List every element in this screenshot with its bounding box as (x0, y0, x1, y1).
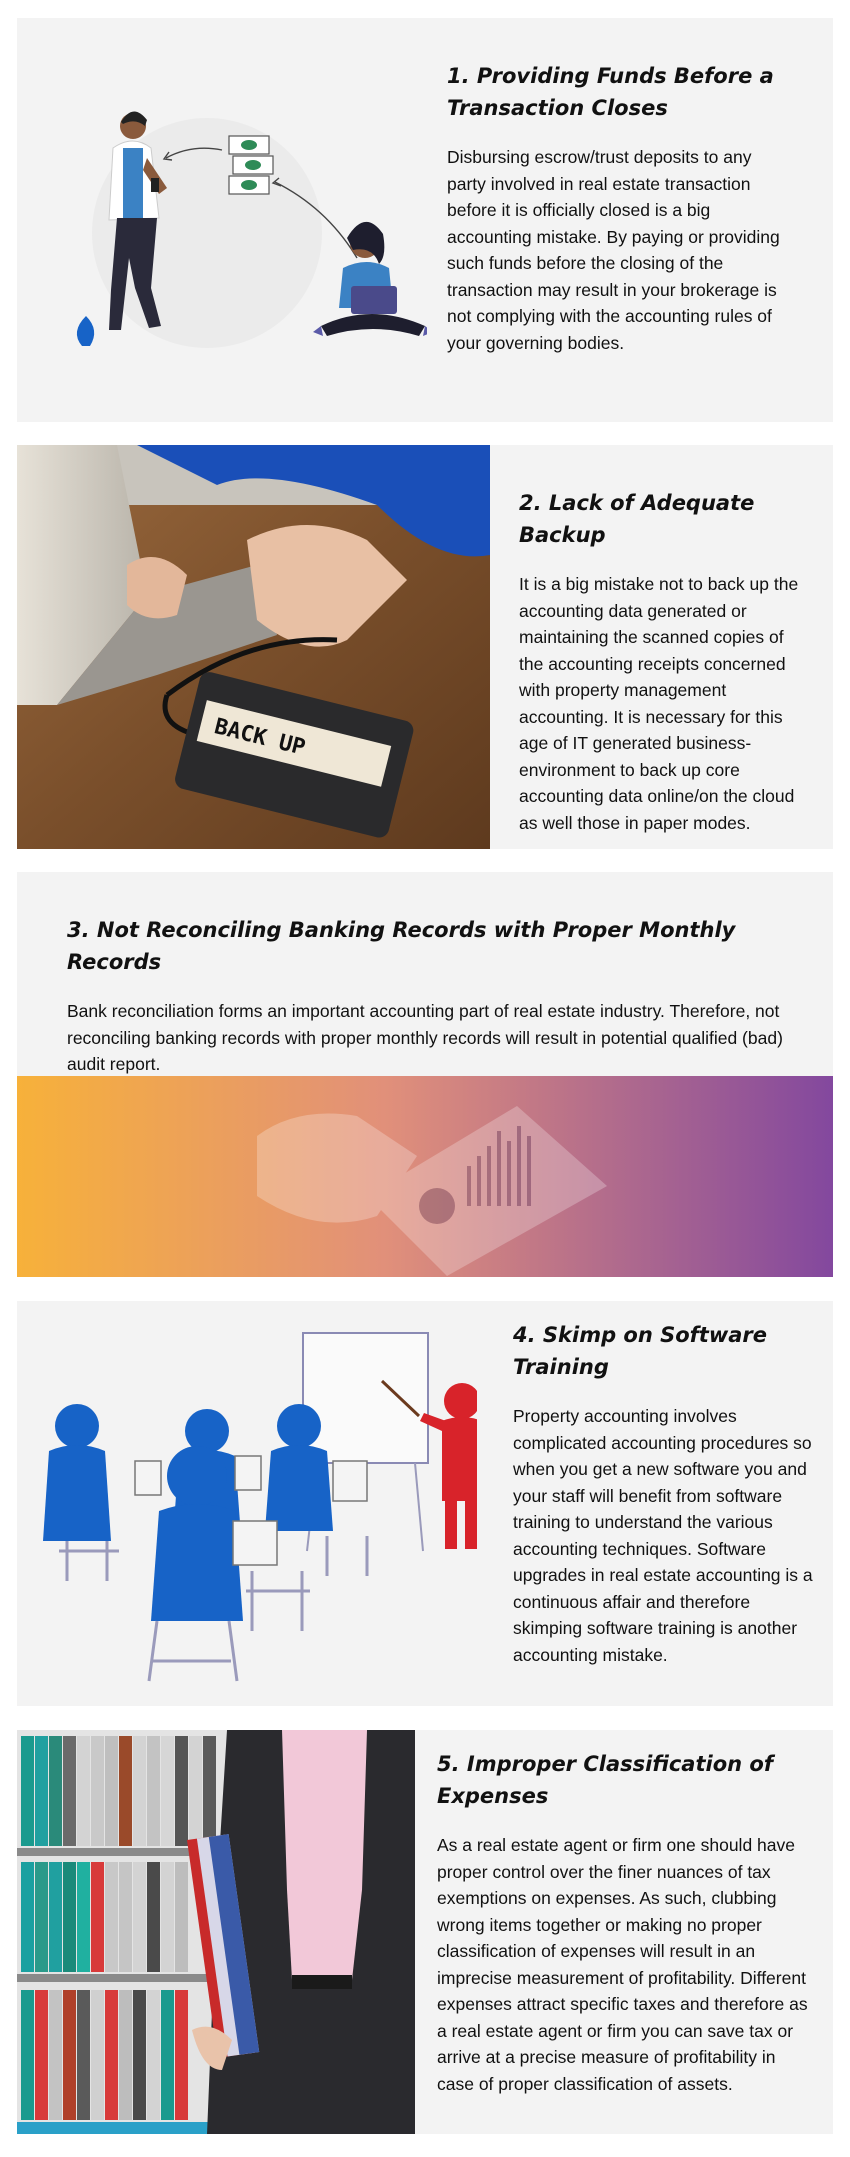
section-4-body: Property accounting involves complicated accounting procedures so when you get a new software you and your staff will benefit from software training to understand the various accounting techniques. Software upgrades in real estate accounting is a continuous affair and therefore skimping software training is another accounting mistake. (513, 1406, 813, 1665)
section-3-text (67, 914, 797, 1078)
section-1-body: Disbursing escrow/trust deposits to any party involved in real estate transaction before it is officially closed is a big accounting mistake. By paying or providing such funds before the closing of the transaction may result in your brokerage is not complying with the accounting rules of your governing bodies. (447, 147, 780, 353)
backup-drive-photo (17, 445, 490, 849)
section-1-title: 1. Providing Funds Before a Transaction Closes (447, 64, 774, 120)
section-5-title: 5. Improper Classification of Expenses (437, 1752, 773, 1808)
section-1-text (447, 60, 787, 356)
section-2-text (519, 487, 809, 836)
section-1-card (17, 18, 833, 422)
section-4-title: 4. Skimp on Software Training (513, 1323, 767, 1379)
section-2-title: 2. Lack of Adequate Backup (519, 491, 755, 547)
report-gradient-banner (17, 1076, 833, 1277)
section-3-body: Bank reconciliation forms an important accounting part of real estate industry. Therefore, not reconciling banking records with proper monthly records will result in potential qualified (bad) audit report. (67, 1001, 783, 1074)
section-5-text (437, 1748, 817, 2097)
section-3-title: 3. Not Reconciling Banking Records with Proper Monthly Records (67, 918, 736, 974)
section-2-card (17, 445, 833, 849)
section-5-card (17, 1730, 833, 2134)
money-transfer-illustration (47, 78, 427, 378)
section-3-card (17, 872, 833, 1277)
section-4-card (17, 1301, 833, 1706)
section-4-text (513, 1319, 813, 1668)
section-5-body: As a real estate agent or firm one should have proper control over the finer nuances of tax exemptions on expenses. As such, clubbing wrong items together or making no proper classification of expenses will result in an imprecise measurement of profitability. Different expenses attract specific taxes and therefore as a real estate agent or firm you can save tax or arrive at a precise measure of profitability in case of proper classification of assets. (437, 1835, 808, 2094)
section-2-body: It is a big mistake not to back up the accounting data generated or maintaining the scanned copies of the accounting receipts concerned with property management accounting. It is necessary for this age of IT generated business-environment to back up core accounting data online/on the cloud as well those in paper modes. (519, 574, 799, 833)
binders-office-photo (17, 1730, 415, 2134)
software-training-illustration (37, 1321, 477, 1691)
backup-label: BACK UP (211, 714, 308, 761)
